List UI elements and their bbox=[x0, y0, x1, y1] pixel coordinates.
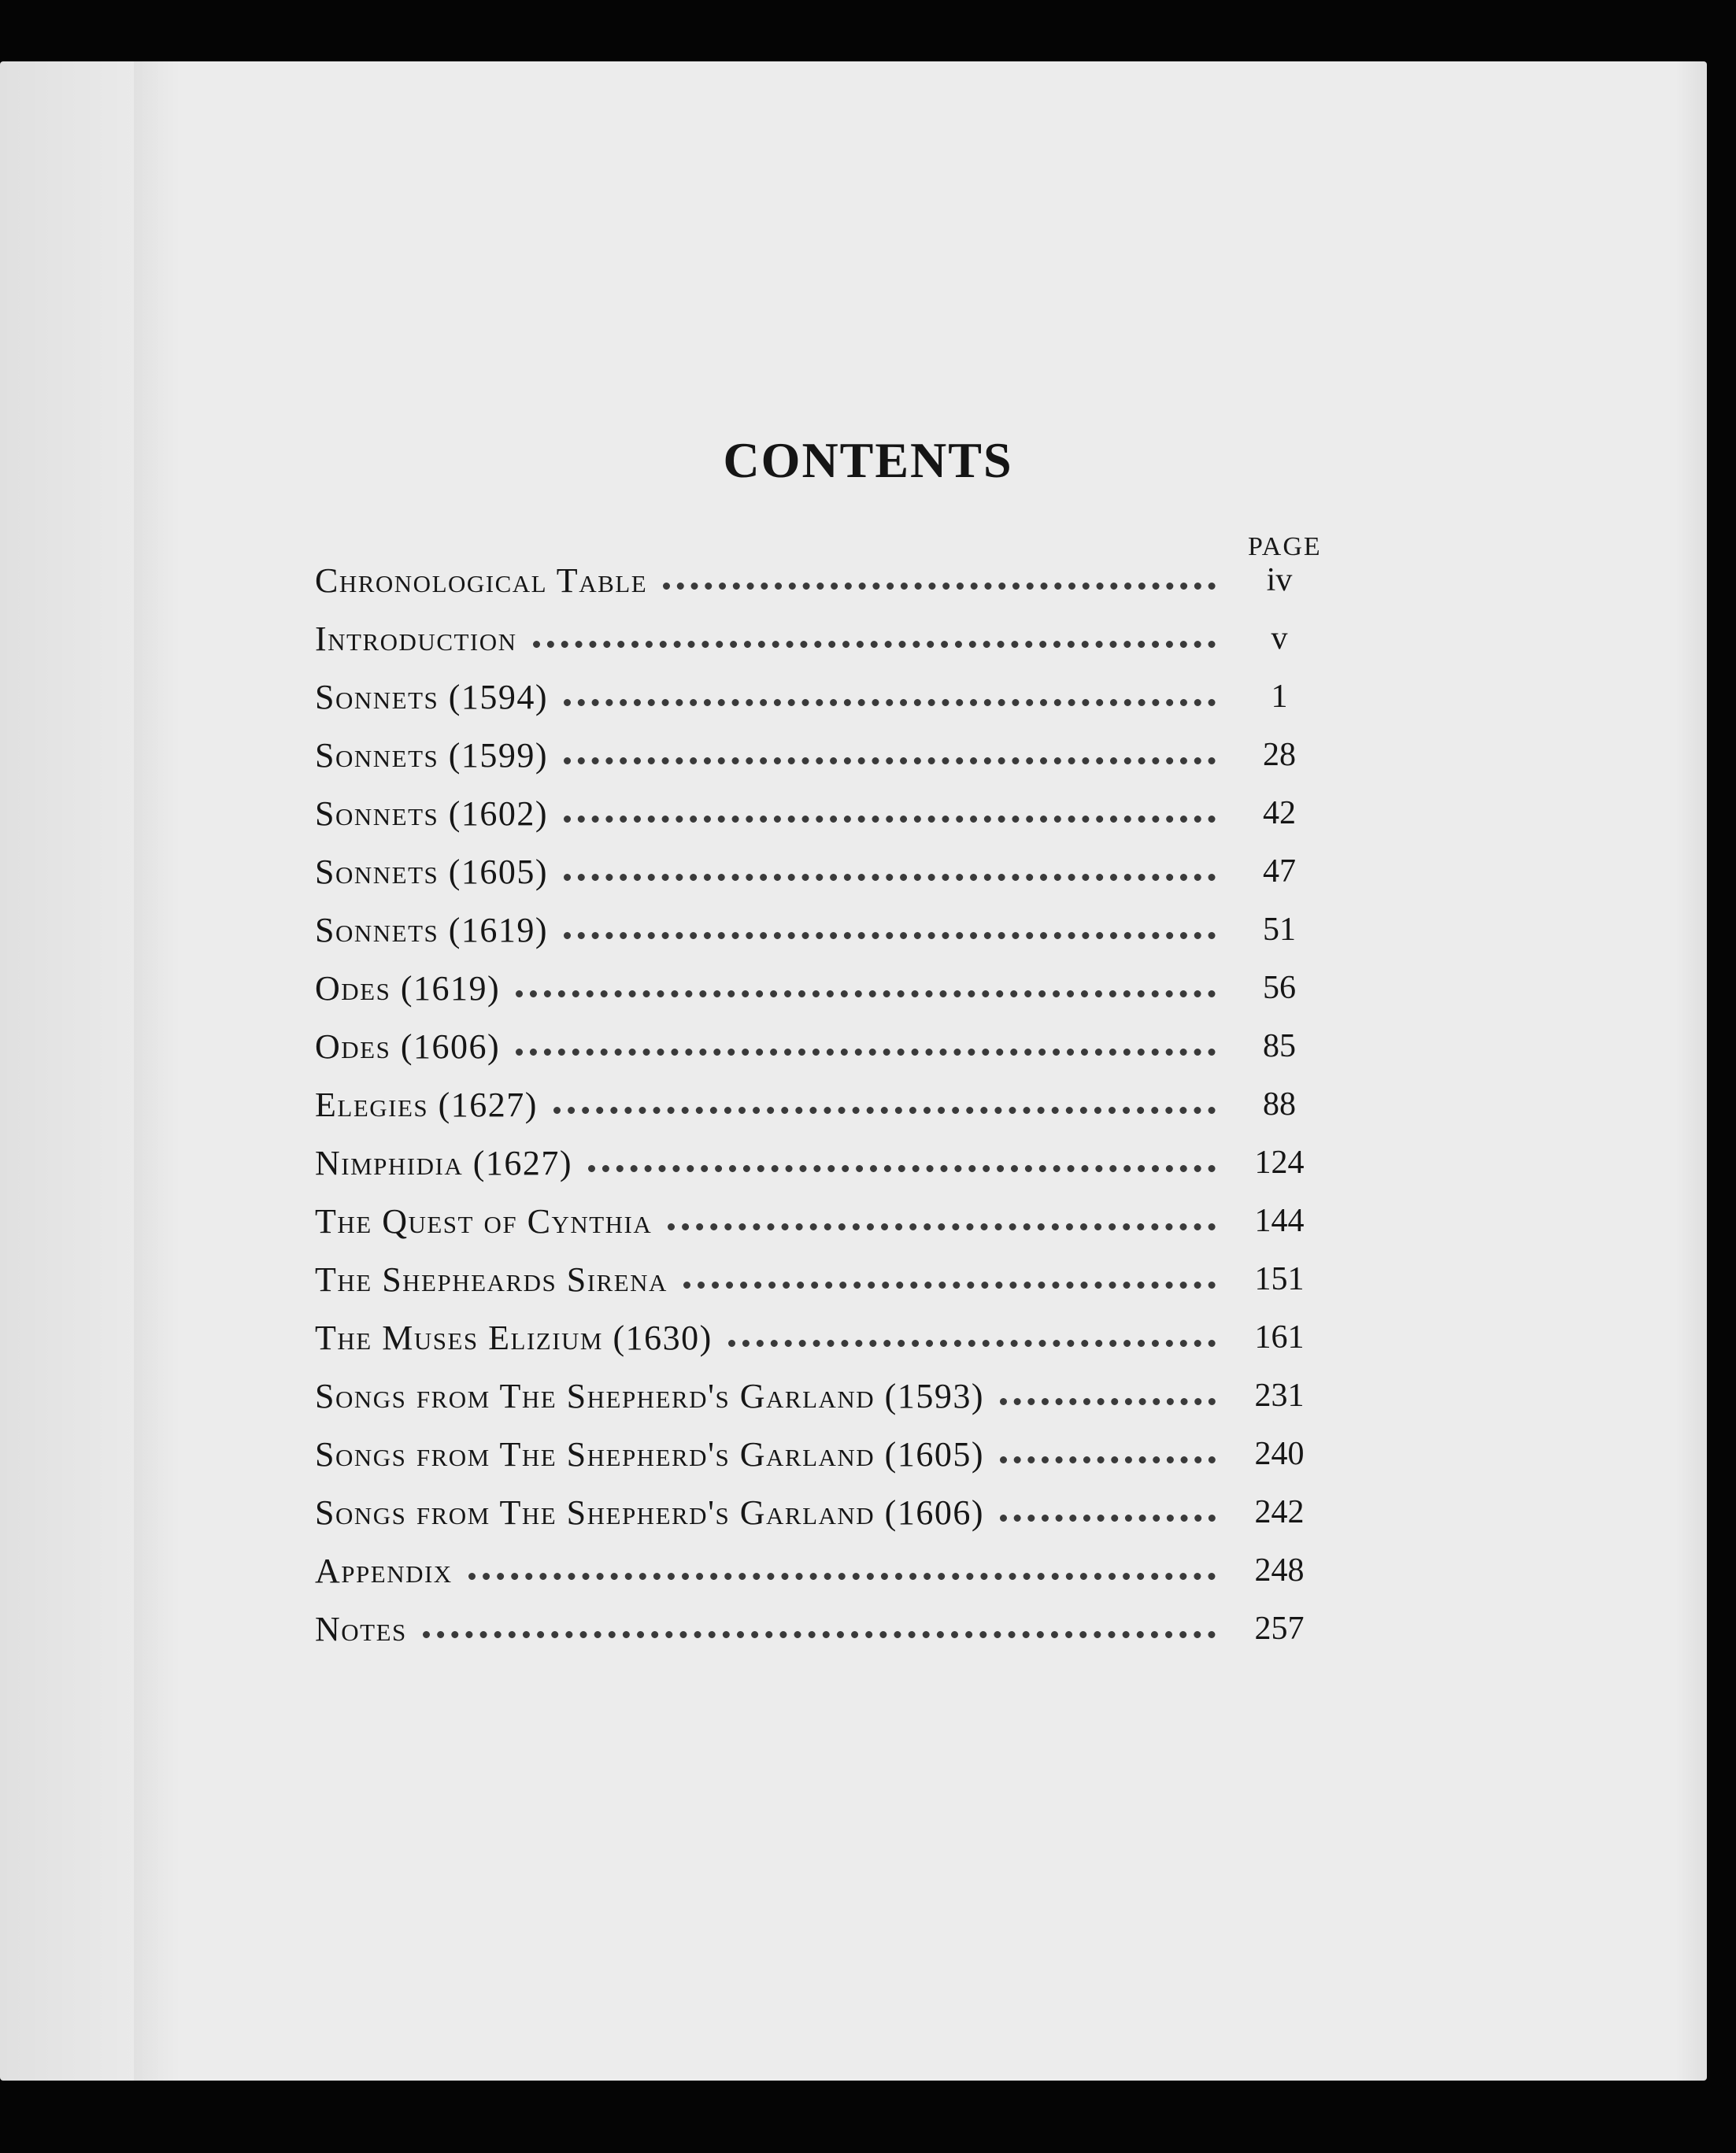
toc-entry-page: 161 bbox=[1254, 1319, 1305, 1356]
toc-entry-page: 56 bbox=[1263, 970, 1296, 1006]
toc-entry-page: 42 bbox=[1263, 795, 1296, 831]
toc-entry-appendix[interactable] bbox=[315, 1541, 1323, 1600]
spine-shadow bbox=[134, 61, 181, 2081]
toc-entry-page: 88 bbox=[1263, 1086, 1296, 1123]
toc-entry-page: v bbox=[1271, 620, 1288, 657]
toc-entry-page: 151 bbox=[1254, 1261, 1305, 1297]
toc-entry-elegies-1627[interactable] bbox=[315, 1075, 1323, 1134]
toc-entry-title: Odes (1619) bbox=[315, 968, 501, 1008]
toc-entry-sonnets-1594[interactable] bbox=[315, 668, 1323, 726]
toc-entry-title: Odes (1606) bbox=[315, 1027, 501, 1066]
toc-entry-songs-garland-1606[interactable] bbox=[315, 1483, 1323, 1541]
toc-entry-title: Nimphidia (1627) bbox=[315, 1143, 573, 1182]
toc-entry-notes[interactable] bbox=[315, 1600, 1323, 1658]
page-column-label: PAGE bbox=[1248, 532, 1322, 561]
toc-entry-page: 144 bbox=[1254, 1203, 1305, 1239]
toc-entry-sonnets-1605[interactable] bbox=[315, 842, 1323, 901]
toc-entry-title: Appendix bbox=[315, 1551, 453, 1590]
dot-leader bbox=[1000, 1513, 1216, 1522]
page-edge-shadow bbox=[1675, 61, 1707, 2081]
dot-leader bbox=[553, 1105, 1216, 1114]
dot-leader bbox=[588, 1163, 1216, 1172]
dot-leader bbox=[663, 581, 1216, 590]
toc-entry-title: The Quest of Cynthia bbox=[315, 1201, 653, 1241]
toc-entry-page: 85 bbox=[1263, 1028, 1296, 1064]
toc-entry-odes-1606[interactable] bbox=[315, 1017, 1323, 1075]
toc-entry-quest-of-cynthia[interactable] bbox=[315, 1192, 1323, 1250]
dot-leader bbox=[468, 1571, 1216, 1580]
dot-leader bbox=[1000, 1455, 1216, 1463]
table-of-contents bbox=[315, 551, 1323, 1658]
toc-entry-songs-garland-1605[interactable] bbox=[315, 1425, 1323, 1483]
toc-entry-page: 257 bbox=[1254, 1611, 1305, 1647]
toc-entry-odes-1619[interactable] bbox=[315, 959, 1323, 1017]
toc-entry-title: Notes bbox=[315, 1609, 407, 1648]
toc-entry-page: 242 bbox=[1254, 1494, 1305, 1530]
toc-entry-title: Sonnets (1599) bbox=[315, 735, 549, 775]
toc-entry-title: Sonnets (1605) bbox=[315, 852, 549, 891]
page-title: CONTENTS bbox=[723, 432, 1013, 488]
toc-entry-sonnets-1619[interactable] bbox=[315, 901, 1323, 959]
toc-entry-title: The Shepheards Sirena bbox=[315, 1260, 668, 1299]
toc-entry-page: iv bbox=[1266, 562, 1293, 598]
toc-entry-title: Introduction bbox=[315, 619, 517, 658]
toc-entry-title: Sonnets (1619) bbox=[315, 910, 549, 949]
toc-entry-page: 124 bbox=[1254, 1145, 1305, 1181]
dot-leader bbox=[564, 756, 1216, 764]
toc-entry-chronological-table[interactable] bbox=[315, 551, 1323, 609]
toc-entry-introduction[interactable] bbox=[315, 609, 1323, 668]
toc-entry-title: Songs from The Shepherd's Garland (1606) bbox=[315, 1493, 984, 1532]
toc-entry-page: 1 bbox=[1271, 679, 1288, 715]
toc-entry-nimphidia-1627[interactable] bbox=[315, 1134, 1323, 1192]
toc-entry-title: Songs from The Shepherd's Garland (1593) bbox=[315, 1376, 984, 1415]
toc-entry-songs-garland-1593[interactable] bbox=[315, 1367, 1323, 1425]
toc-entry-page: 231 bbox=[1254, 1378, 1305, 1414]
dot-leader bbox=[533, 639, 1216, 648]
toc-entry-page: 28 bbox=[1263, 737, 1296, 773]
dot-leader bbox=[423, 1630, 1216, 1638]
toc-entry-title: Sonnets (1602) bbox=[315, 794, 549, 833]
dot-leader bbox=[564, 697, 1216, 706]
toc-entry-page: 51 bbox=[1263, 912, 1296, 948]
dot-leader bbox=[564, 872, 1216, 881]
toc-entry-page: 248 bbox=[1254, 1552, 1305, 1589]
toc-entry-title: Elegies (1627) bbox=[315, 1085, 538, 1124]
toc-entry-title: Chronological Table bbox=[315, 560, 648, 600]
toc-entry-page: 240 bbox=[1254, 1436, 1305, 1472]
dot-leader bbox=[728, 1338, 1216, 1347]
dot-leader bbox=[516, 1047, 1216, 1056]
toc-entry-sonnets-1602[interactable] bbox=[315, 784, 1323, 842]
dot-leader bbox=[516, 989, 1216, 997]
dot-leader bbox=[564, 814, 1216, 823]
dot-leader bbox=[564, 930, 1216, 939]
toc-entry-title: Sonnets (1594) bbox=[315, 677, 549, 716]
toc-entry-title: The Muses Elizium (1630) bbox=[315, 1318, 713, 1357]
dot-leader bbox=[1000, 1396, 1216, 1405]
toc-entry-sonnets-1599[interactable] bbox=[315, 726, 1323, 784]
dot-leader bbox=[683, 1280, 1216, 1289]
dot-leader bbox=[668, 1222, 1216, 1230]
toc-entry-title: Songs from The Shepherd's Garland (1605) bbox=[315, 1434, 984, 1474]
toc-entry-muses-elizium-1630[interactable] bbox=[315, 1308, 1323, 1367]
toc-entry-page: 47 bbox=[1263, 853, 1296, 890]
toc-entry-shepheards-sirena[interactable] bbox=[315, 1250, 1323, 1308]
